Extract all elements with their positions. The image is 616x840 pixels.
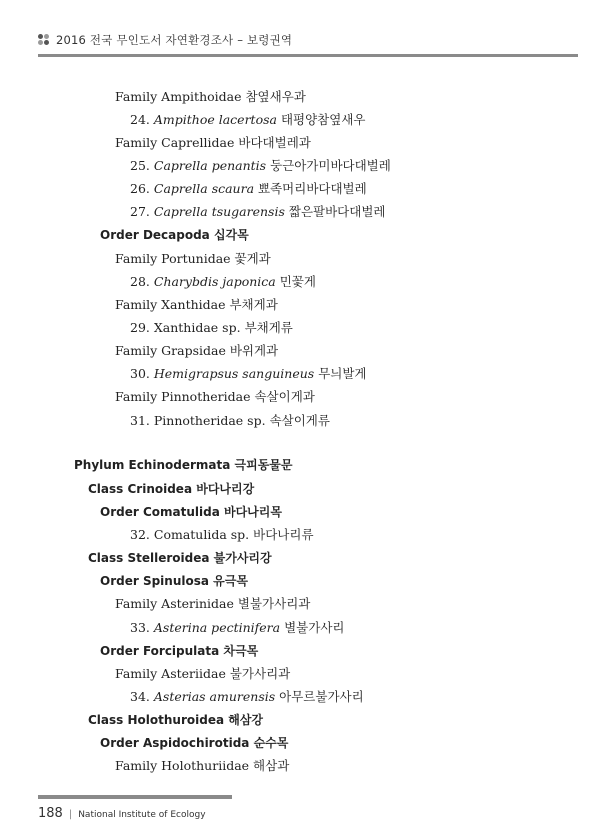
scientific-name: Order Comatulida [100, 505, 220, 519]
korean-name: 별불가사리과 [237, 596, 311, 611]
scientific-name: Family Xanthidae [115, 297, 226, 312]
taxon-heading [100, 735, 288, 751]
korean-name: 속살이게류 [269, 413, 330, 428]
scientific-name: Family Asteriidae [115, 666, 226, 681]
entry-number: 34. [130, 689, 150, 704]
species-entry [130, 158, 391, 174]
species-entry [130, 413, 330, 429]
scientific-name: Class Holothuroidea [88, 713, 225, 727]
scientific-name: Family Pinnotheridae [115, 389, 251, 404]
korean-name: 무늬발게 [318, 366, 367, 381]
korean-name: 차극목 [223, 644, 259, 658]
scientific-name: Charybdis japonica [153, 274, 276, 289]
entry-number: 24. [130, 112, 150, 127]
korean-name: 순수목 [253, 736, 289, 750]
family-entry [115, 297, 278, 313]
family-entry [115, 666, 290, 682]
korean-name: 부채게과 [229, 297, 278, 312]
header-rule [38, 54, 578, 57]
korean-name: 바다나리목 [223, 505, 282, 519]
korean-name: 뾰족머리바다대벌레 [258, 181, 367, 196]
taxon-heading [74, 457, 293, 473]
scientific-name: Family Caprellidae [115, 135, 235, 150]
scientific-name: Asterina pectinifera [153, 620, 281, 635]
species-entry [130, 689, 364, 705]
korean-name: 바다나리강 [196, 482, 255, 496]
footer-institution: National Institute of Ecology [78, 810, 206, 820]
entry-number: 31. [130, 413, 150, 428]
taxon-heading [88, 712, 263, 728]
species-entry [130, 112, 365, 128]
scientific-name: Asterias amurensis [153, 689, 276, 704]
species-entry [130, 366, 367, 382]
korean-name: 짧은팔바다대벌레 [288, 204, 386, 219]
species-entry [130, 274, 316, 290]
page-number: 188 [38, 806, 63, 821]
entry-number: 27. [130, 204, 150, 219]
species-entry [130, 204, 385, 220]
entry-number: 25. [130, 158, 150, 173]
korean-name: 참옆새우과 [245, 89, 306, 104]
scientific-name: Phylum Echinodermata [74, 458, 231, 472]
taxon-heading [100, 573, 248, 589]
species-entry [130, 181, 367, 197]
taxon-heading [88, 550, 272, 566]
scientific-name: Family Ampithoidae [115, 89, 242, 104]
scientific-name: Caprella scaura [153, 181, 255, 196]
korean-name: 바위게과 [229, 343, 279, 358]
korean-name: 꽃게과 [234, 251, 271, 266]
species-entry [130, 320, 293, 336]
entry-number: 32. [130, 527, 150, 542]
taxon-heading [100, 504, 282, 520]
species-entry [130, 620, 344, 636]
scientific-name: Caprella tsugarensis [153, 204, 285, 219]
family-entry [115, 596, 310, 612]
page-footer [38, 806, 206, 821]
scientific-name: Caprella penantis [153, 158, 267, 173]
entry-number: 33. [130, 620, 150, 635]
korean-name: 별불가사리 [284, 620, 345, 635]
taxon-heading [100, 643, 258, 659]
korean-name: 해삼강 [228, 713, 264, 727]
korean-name: 해삼과 [253, 758, 290, 773]
scientific-name: Comatulida sp. [153, 527, 250, 542]
family-entry [115, 135, 311, 151]
korean-name: 바다대벌레과 [238, 135, 311, 150]
entry-number: 26. [130, 181, 150, 196]
korean-name: 태평양참옆새우 [280, 112, 366, 127]
scientific-name: Order Aspidochirotida [100, 736, 250, 750]
header-logo-icon [38, 34, 50, 46]
scientific-name: Order Decapoda [100, 228, 210, 242]
scientific-name: Family Grapsidae [115, 343, 226, 358]
korean-name: 극피동물문 [234, 458, 293, 472]
header-title: 2016 전국 무인도서 자연환경조사 – 보령권역 [56, 33, 293, 47]
korean-name: 불가사리강 [213, 551, 272, 565]
entry-number: 29. [130, 320, 150, 335]
korean-name: 속살이게과 [254, 389, 315, 404]
scientific-name: Ampithoe lacertosa [153, 112, 277, 127]
scientific-name: Class Stelleroidea [88, 551, 210, 565]
scientific-name: Order Spinulosa [100, 574, 209, 588]
footer-separator: | [68, 809, 73, 820]
korean-name: 둥근아가미바다대벌레 [270, 158, 391, 173]
scientific-name: Family Portunidae [115, 251, 231, 266]
korean-name: 유극목 [213, 574, 248, 588]
scientific-name: Pinnotheridae sp. [153, 413, 266, 428]
scientific-name: Family Holothuriidae [115, 758, 250, 773]
family-entry [115, 389, 315, 405]
family-entry [115, 343, 278, 359]
entry-number: 28. [130, 274, 150, 289]
scientific-name: Order Forcipulata [100, 644, 220, 658]
korean-name: 민꽃게 [279, 274, 316, 289]
family-entry [115, 251, 271, 267]
korean-name: 부채게류 [244, 320, 293, 335]
scientific-name: Class Crinoidea [88, 482, 193, 496]
taxon-heading [100, 227, 249, 243]
korean-name: 아무르불가사리 [279, 689, 364, 704]
family-entry [115, 758, 289, 774]
scientific-name: Xanthidae sp. [153, 320, 241, 335]
korean-name: 십각목 [213, 228, 249, 242]
scientific-name: Family Asterinidae [115, 596, 234, 611]
footer-rule [38, 795, 232, 799]
scientific-name: Hemigrapsus sanguineus [153, 366, 315, 381]
korean-name: 불가사리과 [229, 666, 291, 681]
family-entry [115, 89, 306, 105]
entry-number: 30. [130, 366, 150, 381]
taxon-heading [88, 481, 254, 497]
running-header [38, 30, 578, 50]
species-entry [130, 527, 314, 543]
korean-name: 바다나리류 [253, 527, 314, 542]
